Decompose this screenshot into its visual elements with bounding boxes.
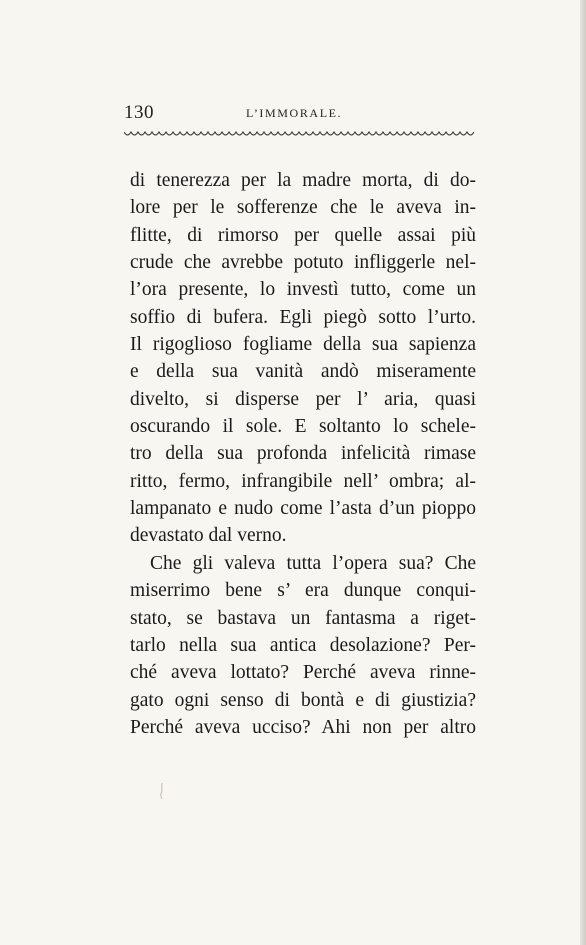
decorative-rule <box>124 129 474 139</box>
text-line: lore per le sofferenze che le aveva in- <box>130 197 476 219</box>
text-line: devastato dal verno. <box>130 525 287 547</box>
text-line: flitte, di rimorso per quelle assai più <box>130 224 476 246</box>
text-line: di tenerezza per la madre morta, di do- <box>130 170 476 191</box>
text-line: tro della sua profonda infelicità rimase <box>130 443 476 465</box>
text-line: ritto, fermo, infrangibile nell’ ombra; al- <box>130 470 476 492</box>
text-line: l’ora presente, lo investì tutto, come un <box>130 279 476 301</box>
page-edge <box>580 0 586 945</box>
text-line: stato, se bastava un fantasma a riget- <box>130 607 476 629</box>
paper-speck <box>158 782 166 800</box>
body-text <box>130 167 476 741</box>
text-line: Che gli valeva tutta l’opera sua? Che <box>150 552 476 574</box>
text-line: soffio di bufera. Egli piegò sotto l’urto. <box>130 306 476 328</box>
text-line: miserrimo bene s’ era dunque conqui- <box>130 580 476 602</box>
text-line: Perché aveva ucciso? Ahi non per altro <box>130 716 476 738</box>
text-line: ché aveva lottato? Perché aveva rinne- <box>130 662 476 684</box>
text-line: Il rigoglioso fogliame della sua sapienza <box>130 334 476 356</box>
page-number: 130 <box>124 102 154 123</box>
running-head: L’IMMORALE. <box>246 106 343 120</box>
text-line: gato ogni senso di bontà e di giustizia? <box>130 689 476 711</box>
text-line: e della sua vanità andò miseramente <box>130 361 476 383</box>
text-line: divelto, si disperse per l’ aria, quasi <box>130 388 476 410</box>
text-line: crude che avrebbe potuto infliggerle nel- <box>130 252 476 274</box>
text-line: tarlo nella sua antica desolazione? Per- <box>130 634 476 656</box>
page-header <box>124 102 480 128</box>
text-line: oscurando il sole. E soltanto lo schele- <box>130 416 476 438</box>
text-line: lampanato e nudo come l’asta d’un pioppo <box>130 498 476 520</box>
